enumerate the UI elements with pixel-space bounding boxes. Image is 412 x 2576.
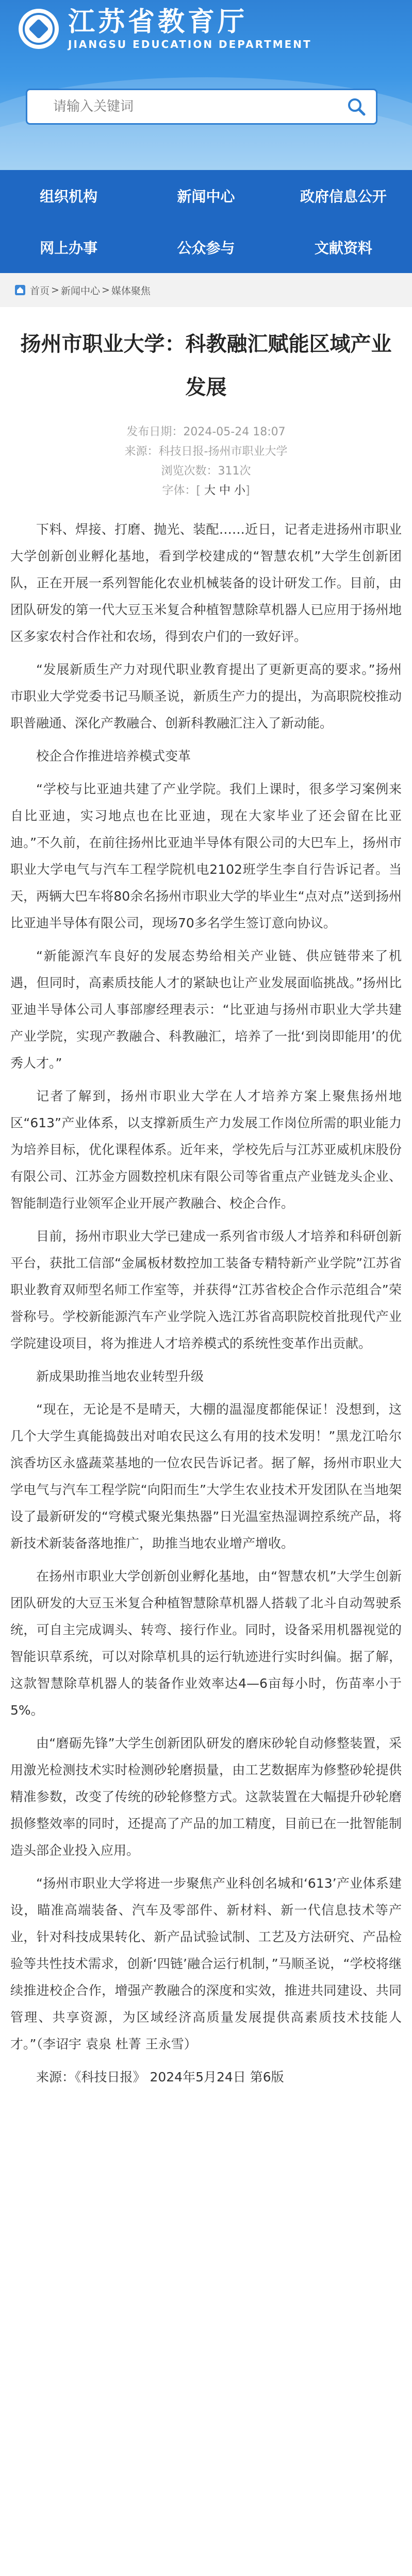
- article-paragraph: 在扬州市职业大学创新创业孵化基地，由“智慧农机”大学生创新团队研发的大豆玉米复合种植智慧除草机器人搭载了北斗自动驾驶系统，可自主完成调头、转弯、接行作业。同时，设备采用机器视觉的智能识草系统，可以对除草机具的运行轨迹进行实时纠偏。据了解，这款智慧除草机器人的装备作业效率达4—6亩每小时，伤苗率小于5%。: [10, 1569, 402, 1718]
- section-heading: 新成果助推当地农业转型升级: [36, 1369, 204, 1384]
- nav-item-online-services[interactable]: 网上办事: [40, 240, 98, 257]
- nav-item-news[interactable]: 新闻中心: [177, 188, 235, 205]
- article-meta: [10, 422, 402, 501]
- article-paragraph: “现在，无论是不是晴天，大棚的温湿度都能保证！没想到，这几个大学生真能捣鼓出对咱农民这么有用的技术发明！”黑龙江哈尔滨香坊区永盛蔬菜基地的一位农民告诉记者。据了解，扬州市职业大学电气与汽车工程学院“向阳而生”大学生农业技术开发团队在当地架设了最新研发的“穹模式聚光集热器”日光温室热湿调控系统产品，将新技术新装备落地推广，助推当地农业增产增收。: [10, 1402, 402, 1551]
- section-heading: 校企合作推进培养模式变革: [36, 749, 191, 764]
- article-paragraph: “新能源汽车良好的发展态势给相关产业链、供应链带来了机遇，但同时，高素质技能人才的紧缺也让产业发展面临挑战。”扬州比亚迪半导体公司人事部廖经理表示：“比亚迪与扬州市职业大学共建产业学院，实现产教融合、科教融汇，培养了一批‘到岗即能用’的优秀人才。”: [10, 948, 402, 1071]
- emblem-icon: [19, 9, 59, 49]
- article-title: 扬州市职业大学：科教融汇赋能区域产业发展: [20, 332, 392, 399]
- publish-date: 发布日期：2024-05-24 18:07: [126, 426, 286, 438]
- home-icon: [14, 284, 26, 296]
- article-source-note: 来源：《科技日报》 2024年5月24日 第6版: [36, 2070, 284, 2084]
- article-paragraph: 目前，扬州市职业大学已建成一系列省市级人才培养和科研创新平台，获批工信部“金属板材数控加工装备专精特新产业学院”江苏省职业教育双师型名师工作室等，并获得“江苏省校企合作示范组合”荣誉称号。学校新能源汽车产业学院入选江苏省高职院校首批现代产业学院建设项目，将为推进人才培养模式的系统性变革作出贡献。: [10, 1229, 402, 1351]
- view-count: 浏览次数：311次: [161, 465, 251, 478]
- article-paragraph: 由“磨砺先锋”大学生创新团队研发的磨床砂轮自动修整装置，采用激光检测技术实时检测砂轮磨损量，由工艺数据库为修整砂轮提供精准参数，改变了传统的砂轮修整方式。这款装置在大幅提升砂轮磨损修整效率的同时，还提高了产品的加工精度，目前已在一批智能制造头部企业投入应用。: [10, 1736, 402, 1858]
- article-paragraph: “学校与比亚迪共建了产业学院。我们上课时，很多学习案例来自比亚迪，实习地点也在比亚迪，现在大家毕业了还会留在比亚迪。”不久前，在前往扬州比亚迪半导体有限公司的大巴车上，扬州市职业大学电气与汽车工程学院机电2102班学生李自行告诉记者。当天，两辆大巴车将80余名扬州市职业大学的毕业生“点对点”送到扬州比亚迪半导体有限公司，现场70多名学生签订意向协议。: [10, 782, 402, 930]
- nav-item-info-disclosure[interactable]: 政府信息公开: [300, 188, 387, 205]
- article-paragraph: 下料、焊接、打磨、抛光、装配……近日，记者走进扬州市职业大学创新创业孵化基地，看到学校建成的“智慧农机”大学生创新团队，正在开展一系列智能化农业机械装备的设计研发工作。目前，由团队研发的第一代大豆玉米复合种植智慧除草机器人已应用于扬州地区多家农村合作社和农场，得到农户们的一致好评。: [10, 522, 402, 644]
- breadcrumb-media-focus[interactable]: 媒体聚焦: [111, 285, 151, 297]
- site-subtitle: JIANGSU EDUCATION DEPARTMENT: [68, 38, 312, 50]
- search-button[interactable]: [341, 91, 372, 122]
- nav-item-organization[interactable]: 组织机构: [40, 188, 98, 205]
- article-paragraph: “扬州市职业大学将进一步聚焦产业科创名城和‘613’产业体系建设，瞄准高端装备、汽车及零部件、新材料、新一代信息技术等产业，针对科技成果转化、新产品试验试制、工艺及方法研究、产品检验等共性技术需求，创新‘四链’融合运行机制，”马顺圣说，“学校将继续推进校企合作，增强产教融合的深度和实效，推进共同建设、共同管理、共享资源，为区域经济高质量发展提供高素质技术技能人才。”（李诏宇 袁泉 杜菁 王永雪）: [10, 1876, 402, 2052]
- site-logo-link[interactable]: [19, 7, 312, 50]
- font-size-label: 字体：: [162, 484, 196, 497]
- breadcrumb-separator: >: [51, 284, 59, 296]
- breadcrumb-home[interactable]: 首页: [30, 285, 50, 297]
- search-input[interactable]: [27, 98, 341, 115]
- search-bar: [26, 89, 377, 125]
- article-paragraph: “发展新质生产力对现代职业教育提出了更新更高的要求。”扬州市职业大学党委书记马顺圣说，新质生产力的提出，为高职院校推动职普融通、深化产教融合、创新科教融汇注入了新动能。: [10, 662, 402, 731]
- search-icon: [346, 96, 367, 117]
- site-header: [0, 0, 412, 170]
- font-size-small-button[interactable]: 小: [234, 484, 246, 497]
- nav-item-public-participation[interactable]: 公众参与: [177, 240, 235, 257]
- font-size-controls: 字体：[ 大 中 小]: [162, 484, 250, 497]
- article-paragraph: 记者了解到，扬州市职业大学在人才培养方案上聚焦扬州地区“613”产业体系，以支撑新质生产力发展工作岗位所需的职业能力为培养目标，优化课程体系。近年来，学校先后与江苏亚威机床股份有限公司、江苏金方圆数控机床有限公司等省重点产业链龙头企业、智能制造行业领军企业开展产教融合、校企合作。: [10, 1089, 402, 1211]
- font-size-medium-button[interactable]: 中: [219, 484, 230, 497]
- main-nav: [0, 170, 412, 273]
- breadcrumb-news-center[interactable]: 新闻中心: [60, 285, 100, 297]
- font-size-large-button[interactable]: 大: [204, 484, 216, 497]
- breadcrumb: [0, 273, 412, 307]
- article: [0, 323, 412, 2091]
- site-title: 江苏省教育厅: [68, 6, 248, 38]
- article-body: [10, 516, 402, 2091]
- breadcrumb-separator: >: [101, 284, 110, 296]
- nav-item-documents[interactable]: 文献资料: [314, 240, 372, 257]
- article-source: 来源：科技日报-扬州市职业大学: [124, 445, 288, 458]
